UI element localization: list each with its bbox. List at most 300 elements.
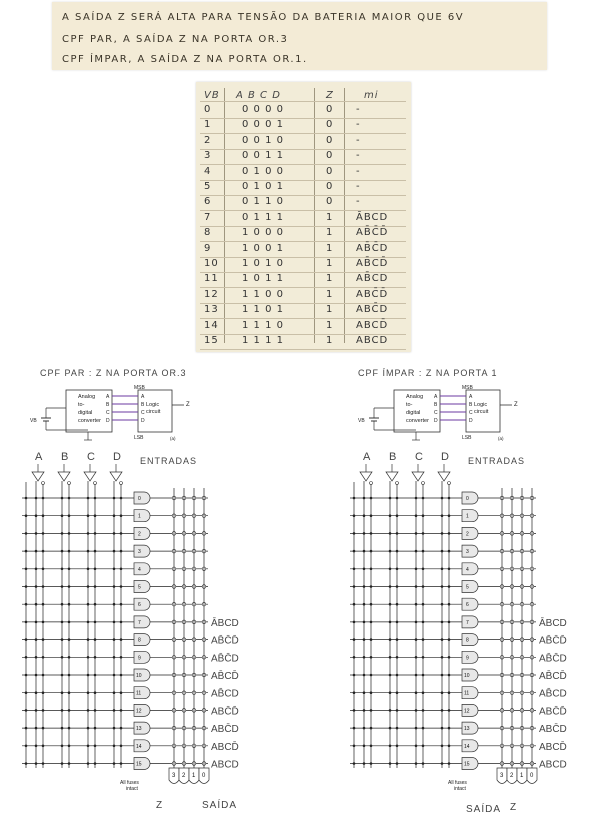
fuse-dot <box>35 603 38 606</box>
fuses-label: All fuses <box>448 780 467 786</box>
fuse-dot <box>415 585 418 588</box>
fuse-dot <box>441 603 444 606</box>
note-line-2: CPF PAR, A SAÍDA Z NA PORTA OR.3 <box>62 34 289 45</box>
minterm-label: ABC̄D̄ <box>211 706 239 718</box>
fuse-dot <box>87 514 90 517</box>
row-z: 0 <box>326 196 334 208</box>
fuse-dot <box>353 745 356 748</box>
table-row-rule <box>200 133 406 134</box>
header-mi: mi <box>364 90 379 101</box>
and-gate-icon <box>134 492 150 504</box>
fuse-dot <box>353 603 356 606</box>
fuse-dot <box>94 550 97 553</box>
table-divider <box>344 88 345 343</box>
fuse-dot <box>363 709 366 712</box>
or-number: 0 <box>530 773 534 779</box>
gate-number: 0 <box>138 496 141 502</box>
fuse-dot <box>415 691 418 694</box>
fuse-dot <box>113 727 116 730</box>
and-gate-icon <box>134 616 150 628</box>
gate-number: 10 <box>136 673 142 679</box>
fuse-dot <box>42 514 45 517</box>
fuse-dot <box>441 550 444 553</box>
input-buffer-icon <box>412 472 424 481</box>
adc-pin-label: B <box>434 402 438 408</box>
fuse-dot <box>61 497 64 500</box>
fuse-dot <box>25 532 28 535</box>
fuse-dot <box>25 709 28 712</box>
gate-number: 9 <box>138 655 141 662</box>
row-minterm: AB̄C̄D <box>356 242 389 254</box>
fuse-dot <box>87 621 90 624</box>
input-label: B <box>61 451 69 463</box>
fuse-dot <box>441 727 444 730</box>
fuse-dot <box>448 638 451 641</box>
gate-number: 14 <box>464 743 470 750</box>
logic-pin-label: B <box>141 402 145 408</box>
fuse-dot <box>68 621 71 624</box>
fuse-dot <box>353 674 356 677</box>
row-vb: 7 <box>204 211 212 223</box>
fuse-dot <box>415 621 418 624</box>
fuse-dot <box>42 532 45 535</box>
fuse-dot <box>441 691 444 694</box>
row-minterm: ABCD̄ <box>356 319 389 331</box>
fuse-dot <box>389 585 392 588</box>
fuse-dot <box>42 603 45 606</box>
row-vb: 10 <box>204 258 219 269</box>
adc-pin-label: A <box>106 394 110 400</box>
fuse-dot <box>370 532 373 535</box>
fuse-dot <box>94 514 97 517</box>
fuse-dot <box>42 691 45 694</box>
fuse-dot <box>370 727 373 730</box>
and-gate-icon <box>134 581 150 593</box>
or-number: 2 <box>182 773 186 779</box>
fuse-dot <box>363 568 366 571</box>
gate-number: 15 <box>136 761 142 768</box>
fuse-dot <box>35 691 38 694</box>
table-row-rule <box>200 164 406 165</box>
fuse-dot <box>396 621 399 624</box>
logic-pin-label: D <box>141 418 145 424</box>
fuse-dot <box>25 568 28 571</box>
or-number: 3 <box>172 773 176 779</box>
fuse-dot <box>396 550 399 553</box>
fuse-dot <box>120 568 123 571</box>
fuse-dot <box>441 762 444 765</box>
fuse-dot <box>68 691 71 694</box>
fuse-dot <box>120 621 123 624</box>
fuse-dot <box>448 603 451 606</box>
fuse-dot <box>61 674 64 677</box>
gate-number: 7 <box>466 619 469 626</box>
and-gate-icon <box>134 527 150 539</box>
fuse-dot <box>120 674 123 677</box>
fuse-dot <box>389 745 392 748</box>
input-buffer-icon <box>438 472 450 481</box>
fuse-dot <box>25 674 28 677</box>
row-bits: 0 1 0 0 <box>242 165 284 177</box>
row-bits: 0 0 0 1 <box>242 119 284 131</box>
fuse-dot <box>61 514 64 517</box>
fuse-dot <box>61 603 64 606</box>
fuse-dot <box>422 585 425 588</box>
fuse-dot <box>61 709 64 712</box>
fuse-dot <box>42 585 45 588</box>
minterm-label: ĀBCD <box>539 617 567 629</box>
row-bits: 0 1 1 1 <box>242 211 284 223</box>
gate-number: 2 <box>138 531 141 538</box>
gate-number: 15 <box>464 761 470 768</box>
fuse-dot <box>35 514 38 517</box>
fuse-dot <box>61 621 64 624</box>
logic-pin-label: D <box>469 418 473 424</box>
fuse-dot <box>389 532 392 535</box>
fuse-dot <box>87 532 90 535</box>
row-z: 0 <box>326 150 334 162</box>
row-vb: 8 <box>204 227 212 239</box>
fuse-dot <box>396 674 399 677</box>
fuse-dot <box>422 674 425 677</box>
fuse-dot <box>396 568 399 571</box>
gate-number: 13 <box>464 726 470 733</box>
fuse-dot <box>396 514 399 517</box>
fuse-dot <box>448 656 451 659</box>
row-minterm: - <box>356 119 361 131</box>
fuse-dot <box>448 497 451 500</box>
row-vb: 14 <box>204 319 219 331</box>
fuse-dot <box>415 709 418 712</box>
row-minterm: ABC̄D̄ <box>356 288 389 300</box>
fuse-dot <box>61 745 64 748</box>
fuse-dot <box>422 497 425 500</box>
table-row-rule <box>200 118 406 119</box>
fuse-dot <box>363 762 366 765</box>
fuse-dot <box>448 727 451 730</box>
fuse-dot <box>370 603 373 606</box>
fuse-dot <box>113 550 116 553</box>
fuse-dot <box>94 727 97 730</box>
fuse-dot <box>363 674 366 677</box>
fuse-dot <box>448 550 451 553</box>
fuse-dot <box>68 709 71 712</box>
logic-label: circuit <box>474 409 489 415</box>
fuse-dot <box>363 691 366 694</box>
fuse-dot <box>441 514 444 517</box>
row-vb: 0 <box>204 104 212 115</box>
gate-number: 3 <box>466 549 469 556</box>
minterm-label: ABCD̄ <box>539 741 567 753</box>
fuse-dot <box>42 497 45 500</box>
fuse-dot <box>87 585 90 588</box>
fuse-dot <box>120 532 123 535</box>
fuse-dot <box>61 585 64 588</box>
fuse-dot <box>35 550 38 553</box>
fuse-dot <box>42 550 45 553</box>
gate-number: 6 <box>466 602 469 609</box>
fuse-dot <box>422 514 425 517</box>
fuse-dot <box>448 621 451 624</box>
gate-number: 10 <box>464 673 470 679</box>
fuse-dot <box>422 638 425 641</box>
row-vb: 3 <box>204 150 212 162</box>
fuse-dot <box>68 745 71 748</box>
fuse-dot <box>61 691 64 694</box>
fuse-dot <box>389 691 392 694</box>
and-gate-icon <box>134 545 150 557</box>
row-vb: 4 <box>204 165 212 177</box>
input-label: D <box>441 451 449 463</box>
fuse-dot <box>42 762 45 765</box>
row-bits: 0 1 0 1 <box>242 181 284 192</box>
fuse-dot <box>87 709 90 712</box>
gate-number: 0 <box>466 496 469 502</box>
gate-number: 13 <box>136 726 142 733</box>
adc-label: converter <box>78 418 101 424</box>
minterm-label: ABCD <box>211 759 239 771</box>
fuse-dot <box>42 656 45 659</box>
fuse-dot <box>422 550 425 553</box>
fuse-dot <box>25 621 28 624</box>
fuse-dot <box>422 762 425 765</box>
gate-number: 1 <box>466 513 469 520</box>
input-buffer-icon <box>58 472 70 481</box>
fuse-dot <box>363 745 366 748</box>
minterm-label: ĀBCD <box>211 617 239 629</box>
fuse-dot <box>396 656 399 659</box>
gate-number: 6 <box>138 602 141 609</box>
and-gate-icon <box>462 545 478 557</box>
fuse-dot <box>422 709 425 712</box>
fuse-dot <box>94 585 97 588</box>
input-label: B <box>389 451 397 463</box>
minterm-label: AB̄CD <box>539 688 567 700</box>
fuse-dot <box>113 497 116 500</box>
fuse-dot <box>448 585 451 588</box>
fuse-dot <box>415 603 418 606</box>
row-bits: 1 1 0 0 <box>242 288 284 300</box>
fuses-label: All fuses <box>120 780 139 786</box>
input-buffer-icon <box>360 472 372 481</box>
fuse-dot <box>370 585 373 588</box>
handwritten-note <box>52 2 547 70</box>
fuse-dot <box>363 550 366 553</box>
row-bits: 1 0 1 0 <box>242 258 284 269</box>
fuse-dot <box>415 532 418 535</box>
row-z: 0 <box>326 119 334 131</box>
adc-label: converter <box>406 418 429 424</box>
fuse-dot <box>94 656 97 659</box>
fuse-dot <box>113 656 116 659</box>
fuse-dot <box>25 550 28 553</box>
table-row-rule <box>200 195 406 196</box>
fuse-dot <box>35 532 38 535</box>
fuse-dot <box>441 568 444 571</box>
fuse-dot <box>353 691 356 694</box>
fuse-dot <box>42 727 45 730</box>
fuse-dot <box>61 638 64 641</box>
fuse-dot <box>94 621 97 624</box>
table-header-rule <box>200 101 406 102</box>
fuse-dot <box>68 514 71 517</box>
fuse-dot <box>370 745 373 748</box>
fuse-dot <box>415 550 418 553</box>
fuse-dot <box>25 497 28 500</box>
fuse-dot <box>448 532 451 535</box>
fuse-dot <box>448 762 451 765</box>
row-vb: 11 <box>204 273 219 285</box>
fuse-dot <box>87 550 90 553</box>
fuse-dot <box>87 497 90 500</box>
row-bits: 1 1 1 1 <box>242 335 284 346</box>
fuse-dot <box>61 550 64 553</box>
fuse-dot <box>25 745 28 748</box>
and-gate-icon <box>462 616 478 628</box>
row-minterm: AB̄C̄D̄ <box>356 227 389 239</box>
and-gate-icon <box>462 581 478 593</box>
row-z: 1 <box>326 258 334 269</box>
row-bits: 1 0 1 1 <box>242 273 284 285</box>
row-minterm: ABCD <box>356 335 389 346</box>
msb-label: MSB <box>462 385 473 391</box>
minterm-label: AB̄C̄D <box>211 653 239 665</box>
fuse-dot <box>113 709 116 712</box>
row-minterm: - <box>356 196 361 208</box>
fuse-dot <box>448 514 451 517</box>
truth-table-paper <box>196 82 411 352</box>
fuse-dot <box>389 603 392 606</box>
pld-diagram-right <box>336 360 596 820</box>
fuse-dot <box>68 532 71 535</box>
fuse-dot <box>68 497 71 500</box>
and-gate-icon <box>134 598 150 610</box>
row-vb: 9 <box>204 242 212 254</box>
row-bits: 0 0 1 0 <box>242 134 284 146</box>
fuse-dot <box>25 727 28 730</box>
fuse-dot <box>61 568 64 571</box>
fuse-dot <box>94 709 97 712</box>
fuse-dot <box>87 727 90 730</box>
row-z: 1 <box>326 319 334 331</box>
fuse-dot <box>35 585 38 588</box>
vb-label: VB <box>358 418 365 424</box>
fuse-dot <box>441 745 444 748</box>
fuse-dot <box>35 497 38 500</box>
gate-number: 3 <box>138 549 141 556</box>
fuse-dot <box>94 497 97 500</box>
input-label: C <box>415 451 423 463</box>
fuse-dot <box>120 727 123 730</box>
fuse-dot <box>448 709 451 712</box>
input-label: A <box>363 451 371 463</box>
header-z: Z <box>326 90 334 101</box>
row-bits: 1 0 0 0 <box>242 227 284 239</box>
and-gate-icon <box>462 492 478 504</box>
row-z: 0 <box>326 165 334 177</box>
fuse-dot <box>25 603 28 606</box>
fuses-label: intact <box>454 786 466 792</box>
fuse-dot <box>94 745 97 748</box>
table-row-rule <box>200 349 406 350</box>
fuse-dot <box>87 762 90 765</box>
row-minterm: - <box>356 181 361 192</box>
row-bits: 1 1 0 1 <box>242 304 284 316</box>
gate-number: 12 <box>464 708 470 715</box>
fuse-dot <box>389 550 392 553</box>
fuse-dot <box>389 638 392 641</box>
fuse-dot <box>363 638 366 641</box>
row-bits: 1 0 0 1 <box>242 242 284 254</box>
note-line-3: CPF ÍMPAR, A SAÍDA Z NA PORTA OR.1. <box>62 54 308 65</box>
fuse-dot <box>61 656 64 659</box>
gate-number: 11 <box>136 690 142 697</box>
fuse-dot <box>94 691 97 694</box>
row-vb: 13 <box>204 304 219 316</box>
fuse-dot <box>389 497 392 500</box>
adc-label: Analog <box>78 394 96 400</box>
fuse-dot <box>113 745 116 748</box>
gate-number: 4 <box>466 566 469 573</box>
fuse-dot <box>389 568 392 571</box>
fuse-dot <box>448 691 451 694</box>
fuse-dot <box>68 727 71 730</box>
fuse-dot <box>113 762 116 765</box>
gate-number: 8 <box>466 637 469 644</box>
fuse-dot <box>370 709 373 712</box>
and-gate-icon <box>462 527 478 539</box>
header-abcd: A B C D <box>236 90 281 101</box>
adc-label: digital <box>406 410 421 416</box>
or-number: 0 <box>202 773 206 779</box>
table-divider <box>224 88 225 343</box>
fuse-dot <box>441 532 444 535</box>
fuse-dot <box>87 674 90 677</box>
fuse-dot <box>68 550 71 553</box>
saida-handwritten: SAÍDA <box>202 800 238 811</box>
fuse-dot <box>415 568 418 571</box>
fuse-dot <box>68 585 71 588</box>
fuse-dot <box>42 674 45 677</box>
row-vb: 6 <box>204 196 212 208</box>
fuse-dot <box>68 568 71 571</box>
pld-diagram-left <box>8 360 268 820</box>
adc-label: Analog <box>406 394 424 400</box>
row-vb: 1 <box>204 119 212 131</box>
fuse-dot <box>94 674 97 677</box>
fuse-dot <box>363 497 366 500</box>
fuse-dot <box>113 568 116 571</box>
row-z: 0 <box>326 181 334 192</box>
logic-pin-label: B <box>469 402 473 408</box>
gate-number: 12 <box>136 708 142 715</box>
and-gate-icon <box>462 651 478 663</box>
fuse-dot <box>87 568 90 571</box>
row-minterm: AB̄CD <box>356 273 389 285</box>
table-row-rule <box>200 180 406 181</box>
adc-label: to- <box>406 402 413 408</box>
fuse-dot <box>441 621 444 624</box>
fuse-dot <box>35 568 38 571</box>
caption-label: (a) <box>498 436 504 441</box>
fuse-dot <box>396 497 399 500</box>
saida-handwritten: SAÍDA <box>466 804 502 815</box>
input-buffer-icon <box>110 472 122 481</box>
adc-pin-label: D <box>434 418 438 424</box>
panel-title: CPF PAR : Z NA PORTA OR.3 <box>40 368 187 378</box>
minterm-label: ABCD <box>539 759 567 771</box>
fuse-dot <box>363 585 366 588</box>
